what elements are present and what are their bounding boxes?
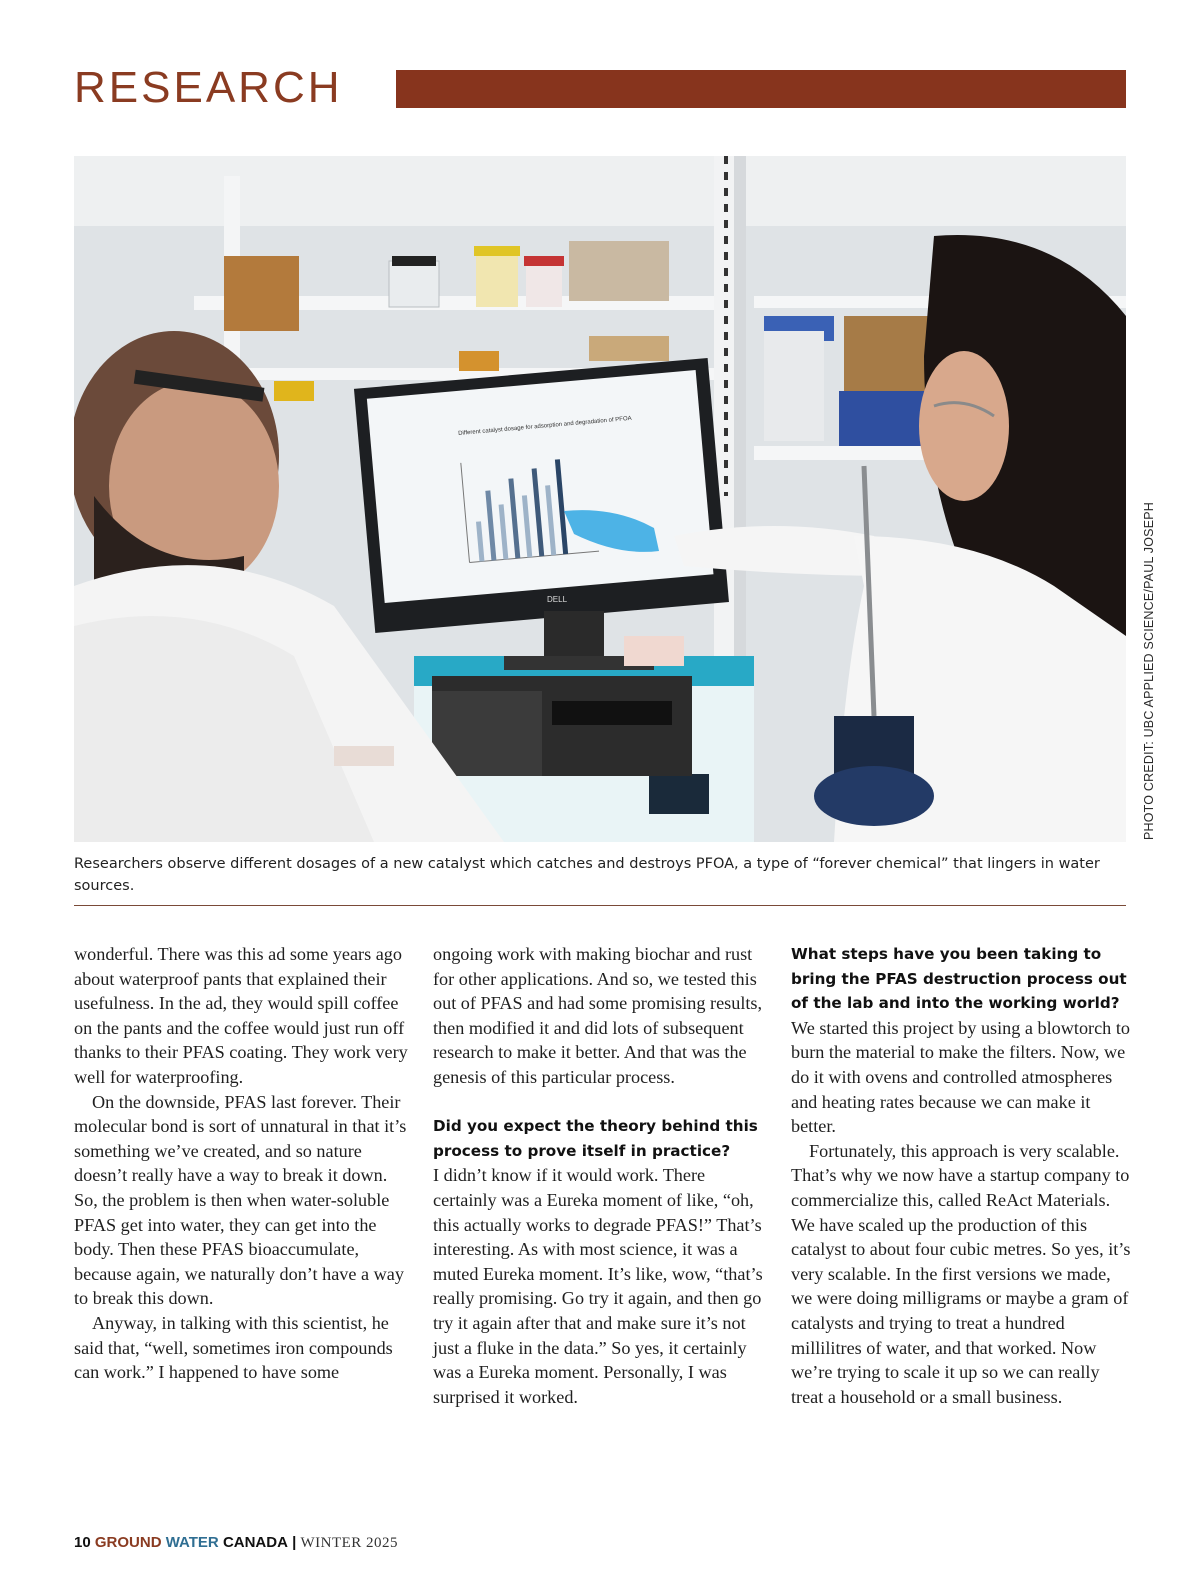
interview-question-1: Did you expect the theory behind this process to prove itself in practice? bbox=[433, 1117, 758, 1160]
photo-credit: PHOTO CREDIT: UBC APPLIED SCIENCE/PAUL JOSEPH bbox=[1142, 501, 1156, 840]
column-1 bbox=[74, 942, 412, 1385]
issue-date: WINTER 2025 bbox=[300, 1535, 399, 1551]
photo-caption: Researchers observe different dosages of a new catalyst which catches and destroys PFOA, a type of “forever chemical” that lingers in water sources. bbox=[74, 856, 1100, 894]
magazine-name-canada: CANADA bbox=[222, 1534, 288, 1551]
column-1-paragraph-3: Anyway, in talking with this scientist, he said that, “well, sometimes iron compounds can work.” I happened to have some bbox=[74, 1312, 393, 1383]
section-title: RESEARCH bbox=[74, 63, 343, 112]
page-number: 10 bbox=[74, 1534, 91, 1551]
lab-photo bbox=[74, 156, 1126, 842]
section-header-bar bbox=[396, 70, 1126, 108]
column-2-paragraph-2: I didn’t know if it would work. There certainly was a Eureka moment of like, “oh, this actually works to degrade PFAS!” That’s interesting. As with most science, it was a muted Eureka moment. It’s like, wow, “that’s really promising. Go try it again, and then go try it again after that and make sure it’s not just a fluke in the data.” So yes, it certainly was a Eureka moment. Personally, I was surprised it worked. bbox=[433, 1165, 763, 1407]
interview-question-2: What steps have you been taking to bring the PFAS destruction process out of the lab and into the working world? bbox=[791, 945, 1127, 1013]
column-3-paragraph-1: We started this project by using a blowtorch to burn the material to make the filters. Now, we do it with ovens and controlled atmospheres and heating rates because we can make it better. bbox=[791, 1017, 1130, 1137]
screen-chart-title: Different catalyst dosage for adsorption and degradation of PFOA bbox=[458, 415, 632, 437]
column-1-paragraph-1: wonderful. There was this ad some years ago about waterproof pants that explained their usefulness. In the ad, they would spill coffee on the pants and the coffee would just run off thanks to their PFAS coating. They work very well for waterproofing. bbox=[74, 944, 408, 1087]
monitor-brand: DELL bbox=[547, 595, 568, 604]
paragraph-gap bbox=[433, 1090, 773, 1115]
column-2 bbox=[433, 942, 773, 1409]
column-3-paragraph-2: Fortunately, this approach is very scalable. That’s why we now have a startup company to commercialize this, called ReAct Materials. We have scaled up the production of this catalyst to about four cubic metres. So yes, it’s very scalable. In the first versions we made, we were doing milligrams or maybe a gram of catalysts and trying to treat a hundred millilitres of water, and that worked. Now we’re trying to scale it up so we can really treat a household or a small business. bbox=[791, 1140, 1131, 1407]
column-1-paragraph-2: On the downside, PFAS last forever. Their molecular bond is sort of unnatural in that it’s something we’ve created, and so nature doesn’t really have a way to break it down. So, the problem is then when water-soluble PFAS get into water, they can get into the body. Then these PFAS bioaccumulate, because again, we naturally don’t have a way to break this down. bbox=[74, 1091, 407, 1309]
page-footer bbox=[74, 1534, 398, 1552]
magazine-name-ground: GROUND bbox=[94, 1534, 162, 1551]
column-2-paragraph-1: ongoing work with making biochar and rust for other applications. And so, we tested this out of PFAS and had some promising results, then modified it and did lots of subsequent research to make it better. And that was the genesis of this particular process. bbox=[433, 944, 763, 1087]
footer-separator: | bbox=[292, 1534, 297, 1551]
column-3 bbox=[791, 942, 1131, 1409]
magazine-name-water: WATER bbox=[165, 1534, 219, 1551]
divider-rule bbox=[74, 905, 1126, 906]
